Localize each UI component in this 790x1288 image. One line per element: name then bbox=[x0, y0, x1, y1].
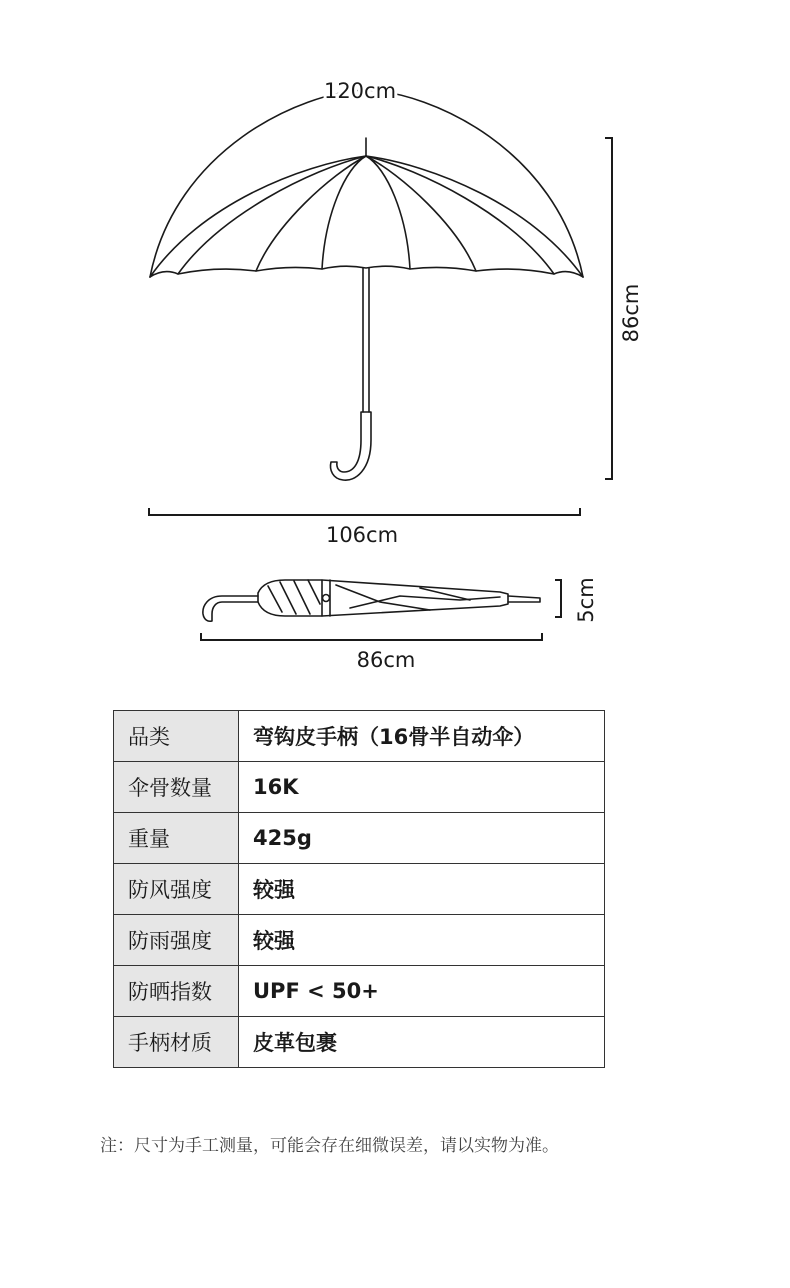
open-width-label: 106cm bbox=[325, 523, 399, 547]
spec-label-category: 品类 bbox=[114, 711, 239, 762]
spec-value-wind: 较强 bbox=[239, 864, 605, 915]
spec-value-handle: 皮革包裹 bbox=[239, 1017, 605, 1068]
spec-value-ribs: 16K bbox=[239, 762, 605, 813]
closed-diameter-bracket bbox=[555, 580, 561, 617]
spec-label-weight: 重量 bbox=[114, 813, 239, 864]
closed-length-label: 86cm bbox=[356, 648, 416, 672]
table-row bbox=[114, 1017, 605, 1068]
specs-table bbox=[113, 710, 605, 1068]
table-row bbox=[114, 915, 605, 966]
closed-diameter-label: 5cm bbox=[574, 577, 598, 623]
spec-label-rain: 防雨强度 bbox=[114, 915, 239, 966]
spec-label-handle: 手柄材质 bbox=[114, 1017, 239, 1068]
table-row bbox=[114, 813, 605, 864]
measurement-note: 注：尺寸为手工测量，可能会存在细微误差，请以实物为准。 bbox=[100, 1136, 559, 1156]
height-dimension-bracket bbox=[605, 138, 612, 479]
spec-value-weight: 425g bbox=[239, 813, 605, 864]
open-umbrella-illustration bbox=[150, 90, 583, 480]
height-label: 86cm bbox=[619, 283, 643, 343]
table-row bbox=[114, 762, 605, 813]
spec-value-rain: 较强 bbox=[239, 915, 605, 966]
closed-umbrella-illustration bbox=[203, 580, 540, 621]
spec-label-wind: 防风强度 bbox=[114, 864, 239, 915]
spec-value-category: 弯钩皮手柄（16骨半自动伞） bbox=[239, 711, 605, 762]
spec-label-uv: 防晒指数 bbox=[114, 966, 239, 1017]
closed-length-bracket bbox=[201, 633, 542, 640]
open-width-dimension-bracket bbox=[149, 508, 580, 515]
spec-value-uv: UPF < 50+ bbox=[239, 966, 605, 1017]
table-row bbox=[114, 711, 605, 762]
spec-label-ribs: 伞骨数量 bbox=[114, 762, 239, 813]
canopy-arc-label: 120cm bbox=[323, 79, 397, 103]
table-row bbox=[114, 864, 605, 915]
table-row bbox=[114, 966, 605, 1017]
